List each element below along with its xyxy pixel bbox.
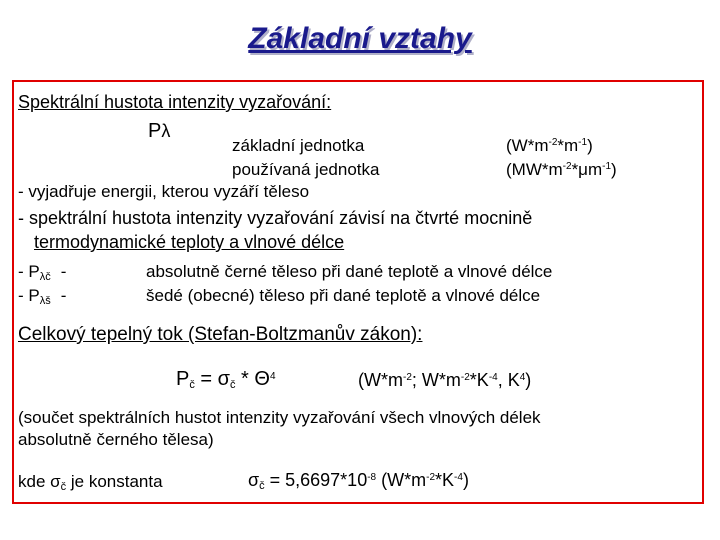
unit-row-basic-label: základní jednotka: [232, 136, 365, 155]
bullet-dependence-line2: termodynamické teploty a vlnové délce: [34, 232, 345, 252]
item-grey-body-text: šedé (obecné) těleso při dané teplotě a vlnové délce: [146, 286, 541, 305]
constant-label: kde $\sigma_č$ je konstanta: [18, 472, 163, 493]
page-title: Základní vztahy: [248, 22, 472, 55]
description-line1: (součet spektrálních hustot intenzity vyzařování všech vlnových délek: [18, 408, 541, 427]
formula-units: ($W*m^{-2}$; $W*m^{-2}*K^{-4}$, $K^4$): [358, 370, 532, 390]
unit-row-used-value: $(MW*m^{-2}*\mu m^{-1})$: [506, 160, 617, 179]
section1-heading: Spektrální hustota intenzity vyzařování:: [18, 92, 332, 112]
stefan-boltzmann-formula: $P_č = \sigma_č * \Theta^4$: [176, 368, 276, 391]
unit-row-basic-value: $(W*m^{-2}*m^{-1})$: [506, 136, 593, 155]
unit-row-used-label: používaná jednotka: [232, 160, 380, 179]
item-black-body-symbol: - $P_{\lambda č}$ -: [18, 262, 67, 283]
section2-heading: Celkový tepelný tok (Stefan-Boltzmanův zákon):: [18, 324, 423, 345]
symbol-p-lambda: [148, 120, 170, 143]
item-grey-body-symbol: - $P_{\lambda š}$ -: [18, 286, 67, 307]
constant-value: $\sigma_č = 5,6697*10^{-8}$ $(W*m^{-2}*K^{-4})$: [248, 470, 469, 492]
bullet-dependence-line1: - spektrální hustota intenzity vyzařování závisí na čtvrté mocnině: [18, 208, 533, 228]
item-black-body-text: absolutně černé těleso při dané teplotě a vlnové délce: [146, 262, 553, 281]
symbol-sub: λ: [161, 121, 171, 141]
bullet-energy: - vyjadřuje energii, kterou vyzáří těleso: [18, 182, 310, 201]
symbol-base: P: [148, 120, 162, 142]
description-line2: absolutně černého tělesa): [18, 430, 214, 449]
